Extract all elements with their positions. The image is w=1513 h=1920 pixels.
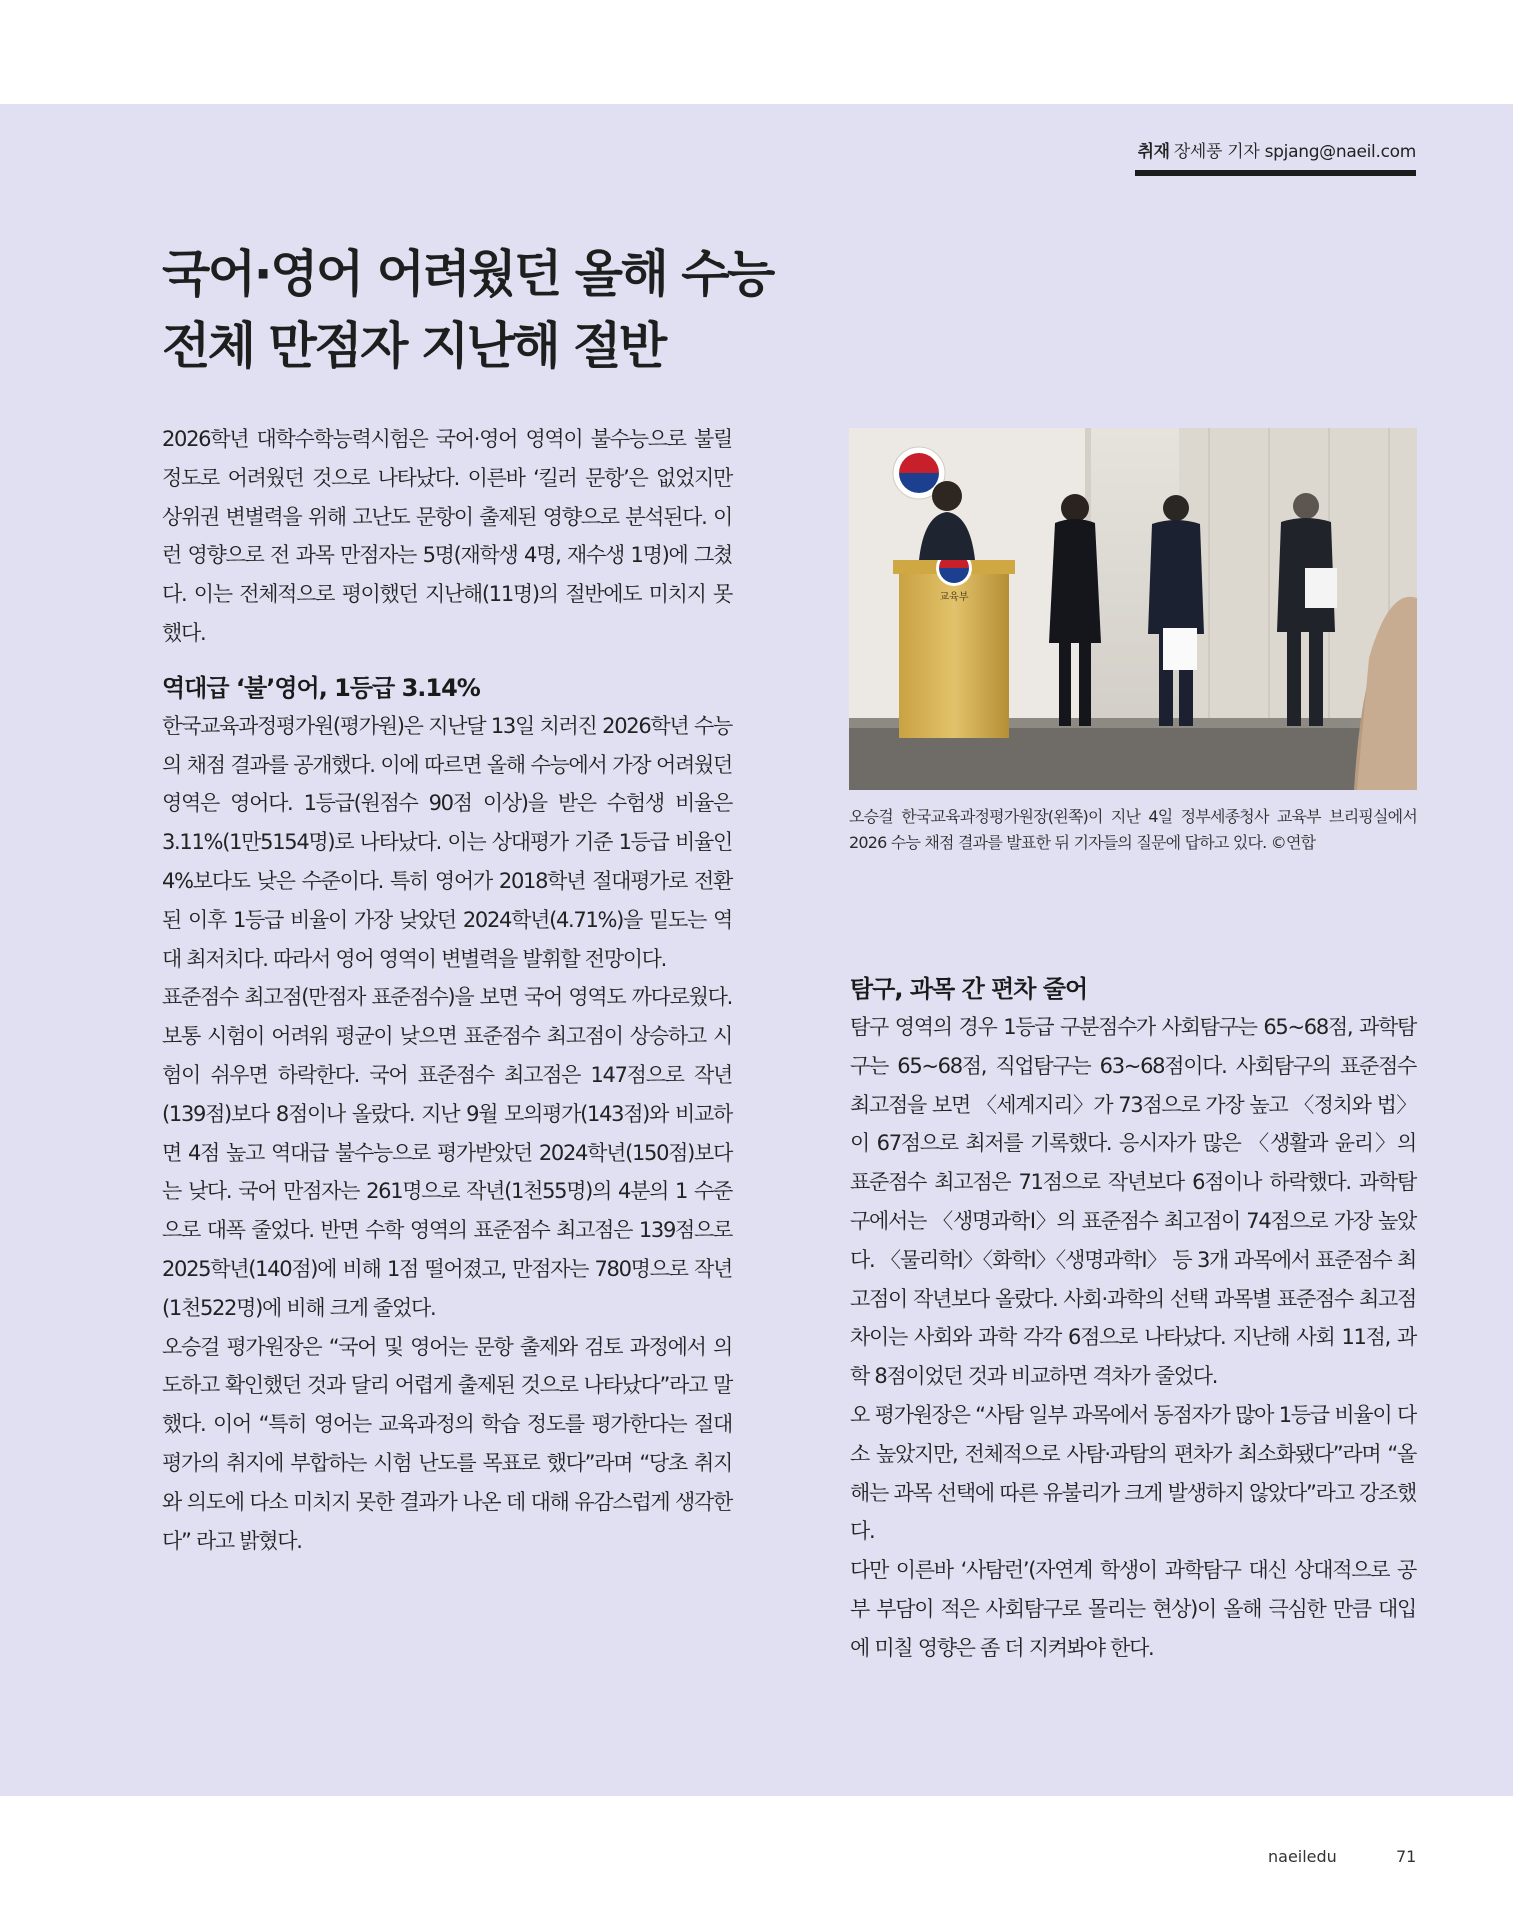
body-paragraph: 오 평가원장은 “사탐 일부 과목에서 동점자가 많아 1등급 비율이 다소 높았지만, 전체적으로 사탐·과탐의 편차가 최소화됐다”라며 “올해는 과목 선택에 따른 유불리가 크게 발생하지 않았다”라고 강조했다. [850, 1402, 1416, 1544]
title-line-2: 전체 만점자 지난해 절반 [162, 317, 665, 375]
title-line-1: 국어·영어 어려웠던 올해 수능 [162, 245, 773, 303]
body-paragraph: 표준점수 최고점(만점자 표준점수)을 보면 국어 영역도 까다로웠다. 보통 시험이 어려워 평균이 낮으면 표준점수 최고점이 상승하고 시험이 쉬우면 하락한다. 국어 표준점수 최고점은 147점으로 작년(139점)보다 8점이나 올랐다. 지난 9월 모의평가(143점)와 비교하면 4점 높고 역대급 불수능으로 평가받았던 2024학년(150점)보다는 낮다. 국어 만점자는 261명으로 작년(1천55명)의 4분의 1 수준으로 대폭 줄었다. 반면 수학 영역의 표준점수 최고점은 139점으로 2025학년(140점)에 비해 1점 떨어졌고, 만점자는 780명으로 작년(1천522명)에 비해 크게 줄었다. [162, 985, 732, 1320]
left-column [162, 420, 732, 1560]
right-column [850, 970, 1416, 1668]
magazine-name: naeiledu [1268, 1847, 1337, 1866]
byline-reporter: 장세풍 기자 spjang@naeil.com [1173, 142, 1416, 162]
photo-caption: 오승걸 한국교육과정평가원장(왼쪽)이 지난 4일 정부세종청사 교육부 브리핑실에서 2026 수능 채점 결과를 발표한 뒤 기자들의 질문에 답하고 있다. ©연합 [849, 807, 1417, 852]
press-briefing-illustration [849, 428, 1417, 790]
section-heading-english: 역대급 ‘불’영어, 1등급 3.14% [162, 673, 480, 702]
article-title [162, 238, 862, 382]
body-paragraph: 한국교육과정평가원(평가원)은 지난달 13일 치러진 2026학년 수능의 채점 결과를 공개했다. 이에 따르면 올해 수능에서 가장 어려웠던 영역은 영어다. 1등급(원점수 90점 이상)을 받은 수험생 비율은 3.11%(1만5154명)로 나타났다. 이는 상대평가 기준 1등급 비율인 4%보다도 낮은 수준이다. 특히 영어가 2018학년 절대평가로 전환된 이후 1등급 비율이 가장 낮았던 2024학년(4.71%)을 밑도는 역대 최저치다. 따라서 영어 영역이 변별력을 발휘할 전망이다. [162, 713, 732, 971]
body-paragraph: 오승걸 평가원장은 “국어 및 영어는 문항 출제와 검토 과정에서 의도하고 확인했던 것과 달리 어렵게 출제된 것으로 나타났다”라고 말했다. 이어 “특히 영어는 교육과정의 학습 정도를 평가한다는 절대평가의 취지에 부합하는 시험 난도를 목표로 했다”라며 “당초 취지와 의도에 다소 미치지 못한 결과가 나온 데 대해 유감스럽게 생각한다” 라고 밝혔다. [162, 1334, 732, 1553]
page-number: 71 [1396, 1847, 1417, 1866]
press-briefing-photo [849, 428, 1417, 790]
body-paragraph: 탐구 영역의 경우 1등급 구분점수가 사회탐구는 65~68점, 과학탐구는 65~68점, 직업탐구는 63~68점이다. 사회탐구의 표준점수 최고점을 보면 〈세계지리〉가 73점으로 가장 높고 〈정치와 법〉이 67점으로 최저를 기록했다. 응시자가 많은 〈생활과 윤리〉의 표준점수 최고점은 71점으로 작년보다 6점이나 하락했다. 과학탐구에서는 〈생명과학Ⅰ〉의 표준점수 최고점이 74점으로 가장 높았다. 〈물리학Ⅰ〉〈화학Ⅰ〉〈생명과학Ⅰ〉 등 3개 과목에서 표준점수 최고점이 작년보다 올랐다. 사회·과학의 선택 과목별 표준점수 최고점 차이는 사회와 과학 각각 6점으로 나타났다. 지난해 사회 11점, 과학 8점이었던 것과 비교하면 격차가 줄었다. [850, 1015, 1416, 1389]
section-heading-inquiry: 탐구, 과목 간 편차 줄어 [850, 975, 1088, 1003]
byline-rule [1135, 170, 1416, 176]
byline-label: 취재 [1137, 142, 1170, 162]
podium-emblem-label: 교육부 [939, 592, 969, 603]
byline [1138, 137, 1416, 162]
intro-paragraph: 2026학년 대학수학능력시험은 국어·영어 영역이 불수능으로 불릴 정도로 어려웠던 것으로 나타났다. 이른바 ‘킬러 문항’은 없었지만 상위권 변별력을 위해 고난도 문항이 출제된 영향으로 분석된다. 이런 영향으로 전 과목 만점자는 5명(재학생 4명, 재수생 1명)에 그쳤다. 이는 전체적으로 평이했던 지난해(11명)의 절반에도 미치지 못했다. [162, 427, 732, 645]
body-paragraph: 다만 이른바 ‘사탐런’(자연계 학생이 과학탐구 대신 상대적으로 공부 부담이 적은 사회탐구로 몰리는 현상)이 올해 극심한 만큼 대입에 미칠 영향은 좀 더 지켜봐야 한다. [850, 1558, 1416, 1660]
